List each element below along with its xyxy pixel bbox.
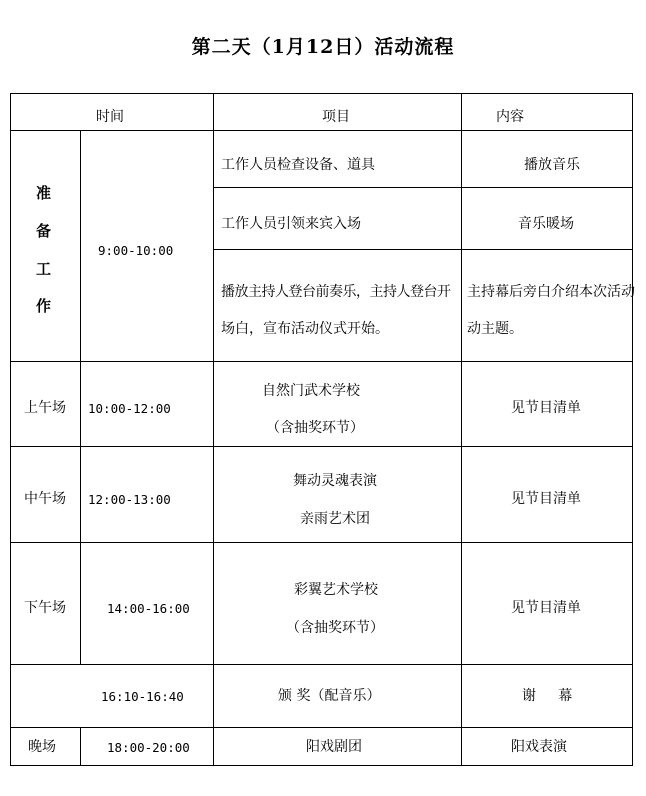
page-title: 第二天（1月12日）活动流程: [191, 36, 455, 58]
prep-content-3-line: 主持幕后旁白介绍本次活动: [467, 284, 635, 300]
row-divider: [10, 727, 633, 728]
row-divider: [213, 249, 633, 250]
table-border-left: [10, 93, 11, 766]
noon-content: 见节目清单: [511, 491, 581, 507]
prep-content-2: 音乐暖场: [518, 216, 574, 232]
afternoon-label: 下午场: [24, 600, 66, 616]
morning-item-line: 自然门武术学校: [262, 383, 360, 399]
award-content: 谢 幕: [522, 688, 573, 704]
prep-label-char: 作: [36, 297, 52, 315]
noon-label: 中午场: [24, 491, 66, 507]
evening-item: 阳戏剧团: [306, 739, 362, 755]
evening-content: 阳戏表演: [511, 739, 567, 755]
noon-item-line: 舞动灵魂表演: [293, 473, 377, 489]
noon-time: 12:00-13:00: [88, 492, 171, 507]
row-divider: [10, 542, 633, 543]
column-divider: [213, 93, 214, 766]
row-divider: [10, 130, 633, 131]
column-divider: [461, 93, 462, 766]
award-time: 16:10-16:40: [101, 689, 184, 704]
prep-time: 9:00-10:00: [98, 243, 174, 258]
prep-content-1: 播放音乐: [524, 157, 580, 173]
noon-item-line: 亲雨艺术团: [300, 511, 370, 527]
prep-item-1: 工作人员检查设备、道具: [221, 157, 375, 173]
table-border-right: [632, 93, 633, 766]
morning-item-line: （含抽奖环节）: [266, 420, 364, 436]
column-divider: [80, 727, 81, 766]
morning-label: 上午场: [24, 400, 66, 416]
prep-item-3-line: 场白，宣布活动仪式开始。: [221, 321, 389, 337]
header-time: 时间: [96, 109, 124, 125]
prep-content-3-line: 动主题。: [467, 321, 523, 337]
prep-item-3-line: 播放主持人登台前奏乐，主持人登台开: [221, 284, 451, 300]
row-divider: [10, 664, 633, 665]
header-content: 内容: [496, 109, 524, 125]
row-divider: [213, 187, 633, 188]
prep-item-2: 工作人员引领来宾入场: [221, 216, 361, 232]
table-border-top: [10, 93, 633, 94]
evening-label: 晚场: [28, 739, 56, 755]
header-item: 项目: [322, 109, 350, 125]
afternoon-content: 见节目清单: [511, 600, 581, 616]
morning-time: 10:00-12:00: [88, 401, 171, 416]
evening-time: 18:00-20:00: [107, 740, 190, 755]
table-border-bottom: [10, 765, 633, 766]
prep-label-char: 工: [36, 260, 52, 278]
afternoon-item-line: 彩翼艺术学校: [294, 582, 378, 598]
afternoon-item-line: （含抽奖环节）: [286, 620, 384, 636]
column-divider: [80, 130, 81, 665]
row-divider: [10, 446, 633, 447]
row-divider: [10, 361, 633, 362]
morning-content: 见节目清单: [511, 400, 581, 416]
prep-label-char: 备: [36, 222, 52, 240]
award-item: 颁 奖（配音乐）: [278, 688, 381, 704]
afternoon-time: 14:00-16:00: [107, 601, 190, 616]
prep-label-char: 准: [36, 184, 52, 202]
